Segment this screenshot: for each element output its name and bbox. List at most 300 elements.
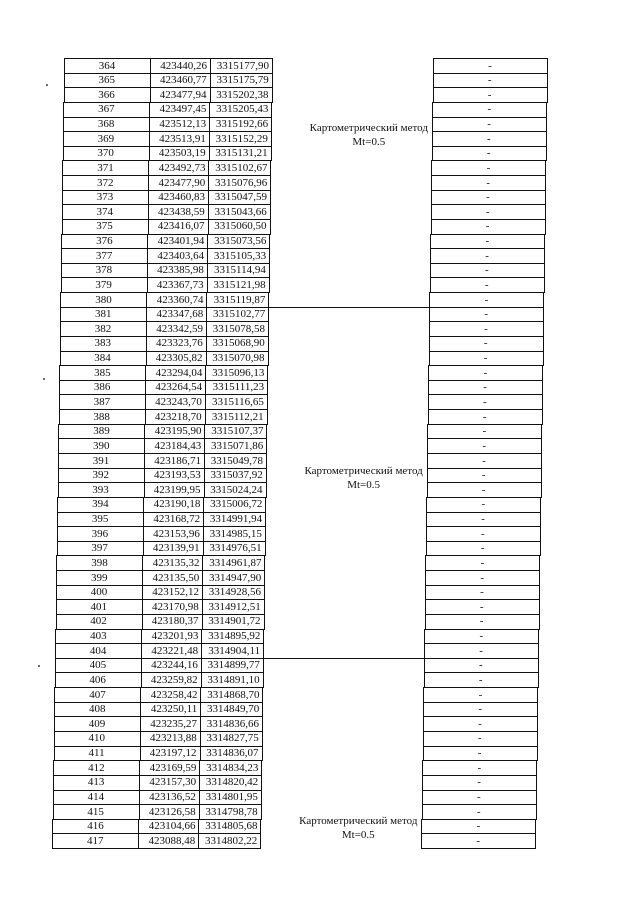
coord-x: 423403,64 [157, 249, 205, 262]
coord-x: 423305,82 [155, 352, 203, 365]
coord-x: 423190,18 [153, 498, 201, 511]
coord-y: 3315152,29 [215, 132, 268, 145]
coord-x: 423416,07 [157, 220, 205, 233]
point-number: 401 [90, 600, 108, 613]
col-line [541, 424, 542, 440]
coord-x: 423512,13 [159, 118, 207, 131]
coord-x: 423440,26 [160, 59, 207, 72]
coord-y: 3315047,59 [214, 191, 267, 204]
coord-y: 3314901,72 [208, 615, 261, 628]
coord-x: 423323,76 [156, 337, 203, 350]
col-line [538, 672, 539, 688]
coord-y: 3314836,66 [206, 717, 259, 730]
value-dash: - [488, 59, 492, 72]
value-dash: - [481, 498, 486, 511]
value-dash: - [483, 366, 488, 379]
col-line [272, 58, 273, 74]
group-separator [263, 658, 424, 659]
coord-x: 423221,48 [151, 644, 199, 657]
col-line [266, 438, 267, 454]
col-line [539, 570, 540, 586]
col-line [264, 570, 265, 586]
col-line [539, 614, 540, 630]
point-number: 400 [90, 586, 108, 599]
col-line [545, 175, 546, 191]
value-dash: - [485, 220, 490, 233]
point-number: 368 [97, 118, 115, 131]
coord-x: 423213,88 [150, 732, 197, 745]
coord-x: 423136,52 [149, 791, 196, 803]
coord-y: 3314891,10 [207, 673, 260, 686]
col-line [541, 453, 542, 469]
coord-y: 3314836,07 [206, 747, 259, 760]
col-line [262, 716, 263, 732]
point-number: 399 [90, 571, 108, 584]
coord-y: 3315114,94 [214, 264, 266, 277]
point-number: 407 [89, 688, 106, 701]
point-number: 371 [97, 161, 114, 174]
accuracy-label: Mt=0.5 [347, 479, 380, 491]
col-line [546, 131, 547, 147]
col-line [546, 102, 547, 118]
point-number: 389 [93, 425, 110, 438]
col-line [544, 234, 545, 250]
col-line [262, 746, 263, 762]
col-line [543, 336, 544, 352]
coord-y: 3315111,23 [212, 381, 265, 394]
col-line [538, 643, 539, 659]
value-dash: - [487, 132, 491, 145]
coord-y: 3315102,67 [215, 161, 268, 174]
coord-x: 423438,59 [158, 205, 205, 218]
col-line [538, 658, 539, 674]
value-dash: - [485, 205, 490, 218]
point-number: 364 [98, 59, 116, 72]
coord-y: 3315006,72 [210, 498, 263, 511]
col-line [266, 453, 267, 469]
coord-y: 3315107,37 [211, 425, 264, 438]
point-number: 398 [91, 556, 108, 569]
method-label: Картометрический метод [299, 815, 418, 827]
group-separator [268, 307, 429, 308]
point-number: 376 [96, 235, 113, 248]
col-line [545, 219, 546, 235]
point-number: 379 [95, 278, 112, 291]
col-line [544, 263, 545, 279]
coord-x: 423218,70 [154, 410, 202, 423]
scan-speck [46, 84, 48, 86]
point-number: 403 [90, 630, 107, 643]
point-number: 370 [97, 147, 114, 160]
value-dash: - [487, 118, 491, 131]
value-dash: - [480, 586, 484, 599]
col-line [260, 833, 261, 849]
col-line [266, 424, 267, 440]
coord-x: 423401,94 [157, 235, 205, 248]
coord-y: 3315078,58 [212, 322, 265, 335]
point-number: 366 [98, 88, 115, 101]
col-line [535, 833, 536, 849]
scan-speck [43, 378, 45, 380]
coord-x: 423135,32 [152, 556, 200, 569]
col-line [536, 760, 537, 776]
coord-y: 3314899,77 [207, 659, 260, 672]
col-line [540, 512, 541, 528]
col-line [269, 248, 270, 264]
col-line [538, 629, 539, 645]
col-line [540, 497, 541, 513]
coord-x: 423259,82 [150, 673, 198, 686]
value-dash: - [478, 688, 483, 701]
col-line [261, 790, 262, 806]
col-line [261, 775, 262, 791]
value-dash: - [481, 527, 485, 540]
value-dash: - [486, 191, 490, 204]
col-line [261, 760, 262, 776]
coord-y: 3315024,24 [210, 483, 263, 496]
value-dash: - [480, 571, 485, 584]
point-number: 408 [88, 703, 106, 716]
value-dash: - [483, 381, 487, 394]
coord-y: 3315071,86 [210, 439, 264, 452]
col-line [267, 365, 268, 381]
point-number: 405 [89, 659, 107, 672]
coord-y: 3315096,13 [212, 366, 265, 379]
value-dash: - [487, 103, 492, 116]
col-line [547, 58, 548, 74]
coord-y: 3314985,15 [209, 527, 262, 540]
point-number: 382 [94, 322, 112, 335]
coord-x: 423104,66 [148, 820, 196, 833]
value-dash: - [478, 717, 482, 730]
coord-x: 423347,68 [156, 308, 204, 321]
col-line [539, 599, 540, 615]
coord-y: 3314991,94 [209, 513, 263, 526]
coord-y: 3314827,75 [206, 732, 259, 745]
point-number: 396 [91, 527, 109, 540]
col-line [269, 234, 270, 250]
col-line [271, 102, 272, 118]
value-dash: - [486, 147, 491, 160]
col-line [540, 526, 541, 542]
coord-y: 3314820,42 [205, 776, 259, 789]
coord-y: 3315049,78 [210, 454, 263, 467]
point-number: 393 [92, 483, 109, 496]
value-dash: - [483, 395, 487, 408]
coord-x: 423477,90 [158, 176, 206, 189]
value-dash: - [486, 176, 491, 189]
coord-y: 3314976,51 [209, 542, 262, 555]
col-line [547, 73, 548, 89]
coord-y: 3314802,22 [204, 834, 258, 847]
coord-y: 3315102,77 [212, 308, 266, 321]
point-number: 377 [95, 249, 113, 262]
point-number: 417 [86, 834, 104, 847]
point-number: 410 [88, 732, 106, 745]
value-dash: - [479, 615, 484, 628]
col-line [265, 541, 266, 557]
point-number: 392 [92, 469, 110, 482]
coord-x: 423360,74 [156, 293, 204, 306]
col-line [270, 219, 271, 235]
value-dash: - [484, 308, 489, 321]
coord-y: 3315105,33 [213, 249, 267, 262]
coord-x: 423193,53 [154, 469, 201, 482]
method-label: Картометрический метод [304, 465, 423, 477]
point-number: 374 [96, 205, 114, 218]
coord-x: 423497,45 [159, 103, 207, 116]
coord-y: 3314895,92 [208, 630, 261, 643]
coord-x: 423258,42 [150, 688, 198, 701]
coord-x: 423460,83 [158, 191, 205, 204]
value-dash: - [480, 542, 485, 555]
value-dash: - [478, 673, 483, 686]
coord-y: 3314928,56 [208, 586, 261, 599]
col-line [270, 175, 271, 191]
col-line [265, 512, 266, 528]
coord-y: 3314805,68 [205, 820, 258, 833]
col-line [262, 702, 263, 718]
col-line [268, 307, 269, 323]
col-line [537, 687, 538, 703]
coord-y: 3314904,11 [208, 644, 261, 657]
coord-x: 423294,04 [155, 366, 203, 379]
col-line [543, 307, 544, 323]
coord-y: 3315043,66 [214, 205, 267, 218]
value-dash: - [484, 293, 489, 306]
point-number: 388 [93, 410, 110, 423]
value-dash: - [484, 322, 488, 335]
col-line [546, 146, 547, 162]
col-line [545, 160, 546, 176]
point-number: 415 [87, 805, 104, 818]
col-line [260, 819, 261, 835]
col-line [541, 482, 542, 498]
coord-x: 423157,30 [149, 776, 197, 789]
value-dash: - [479, 659, 483, 672]
value-dash: - [477, 747, 482, 760]
point-number: 395 [91, 513, 109, 526]
coord-x: 423244,16 [151, 659, 198, 672]
col-line [270, 190, 271, 206]
col-line [542, 365, 543, 381]
col-line [266, 482, 267, 498]
col-line [544, 248, 545, 264]
value-dash: - [481, 483, 486, 496]
coord-y: 3314849,70 [206, 703, 260, 716]
col-line [264, 585, 265, 601]
col-line [547, 87, 548, 103]
coord-x: 423385,98 [157, 264, 204, 277]
coord-y: 3315121,98 [213, 278, 266, 291]
point-number: 386 [93, 381, 111, 394]
point-number: 373 [96, 191, 114, 204]
coord-x: 423180,37 [151, 615, 199, 628]
value-dash: - [477, 761, 482, 774]
coord-x: 423170,98 [152, 600, 199, 613]
col-line [264, 555, 265, 571]
value-dash: - [477, 776, 481, 789]
col-line [263, 658, 264, 674]
scan-speck [38, 665, 40, 667]
value-dash: - [479, 630, 484, 643]
col-line [543, 351, 544, 367]
coord-y: 3315177,90 [216, 59, 269, 72]
value-dash: - [481, 513, 485, 526]
col-line [536, 804, 537, 820]
col-line [264, 614, 265, 630]
coord-x: 423264,54 [155, 381, 203, 394]
value-dash: - [476, 805, 481, 818]
col-line [263, 629, 264, 645]
col-line [263, 672, 264, 688]
coord-x: 423367,73 [156, 278, 204, 291]
col-line [265, 497, 266, 513]
point-number: 378 [95, 264, 113, 277]
coord-x: 423153,96 [153, 527, 200, 540]
value-dash: - [485, 235, 490, 248]
point-number: 413 [87, 776, 105, 789]
col-line [542, 394, 543, 410]
col-line [267, 394, 268, 410]
col-line [266, 468, 267, 484]
point-number: 397 [91, 542, 108, 555]
point-number: 412 [88, 761, 105, 774]
value-dash: - [482, 439, 487, 452]
point-number: 411 [88, 747, 105, 760]
coord-x: 423243,70 [155, 395, 202, 408]
col-line [537, 702, 538, 718]
col-line [267, 380, 268, 396]
col-line [268, 292, 269, 308]
coord-x: 423201,93 [151, 630, 199, 643]
coord-y: 3315116,65 [212, 395, 264, 408]
coord-x: 423492,73 [158, 161, 206, 174]
point-number: 369 [97, 132, 115, 145]
value-dash: - [479, 600, 484, 613]
col-line [268, 321, 269, 337]
method-label: Картометрический метод [309, 122, 428, 134]
value-dash: - [485, 264, 489, 277]
coord-x: 423460,77 [160, 74, 207, 87]
value-dash: - [482, 425, 487, 438]
col-line [536, 790, 537, 806]
col-line [269, 263, 270, 279]
coord-y: 3315070,98 [212, 352, 265, 365]
point-number: 365 [98, 74, 116, 87]
point-number: 384 [94, 352, 111, 365]
col-line [537, 716, 538, 732]
coord-x: 423152,12 [152, 586, 199, 599]
col-line [543, 292, 544, 308]
point-number: 414 [87, 791, 105, 803]
coord-y: 3315119,87 [213, 293, 266, 306]
coord-x: 423513,91 [159, 132, 206, 145]
col-line [545, 204, 546, 220]
value-dash: - [483, 352, 488, 365]
coord-y: 3315202,38 [216, 88, 269, 101]
coord-x: 423199,95 [153, 483, 201, 496]
value-dash: - [476, 820, 481, 833]
point-number: 380 [95, 293, 112, 306]
coord-x: 423184,43 [154, 439, 202, 452]
coord-x: 423503,19 [158, 147, 206, 160]
coord-y: 3315205,43 [216, 103, 269, 116]
col-line [271, 117, 272, 133]
coord-y: 3314868,70 [207, 688, 260, 701]
coord-y: 3314912,51 [208, 600, 261, 613]
col-line [539, 585, 540, 601]
col-line [546, 117, 547, 133]
point-number: 381 [94, 308, 112, 321]
coord-x: 423342,59 [156, 322, 203, 335]
col-line [271, 146, 272, 162]
point-number: 387 [93, 395, 111, 408]
coord-y: 3315060,50 [214, 220, 267, 233]
value-dash: - [479, 644, 483, 657]
col-line [264, 599, 265, 615]
point-number: 383 [94, 337, 112, 350]
col-line [537, 746, 538, 762]
point-number: 390 [92, 439, 110, 452]
point-number: 385 [94, 366, 111, 379]
col-line [263, 643, 264, 659]
value-dash: - [482, 410, 487, 423]
value-dash: - [477, 791, 481, 803]
coord-x: 423168,72 [153, 513, 201, 526]
col-line [542, 409, 543, 425]
coord-x: 423235,27 [150, 717, 197, 730]
col-line [545, 190, 546, 206]
col-line [265, 526, 266, 542]
point-number: 409 [88, 717, 106, 730]
col-line [537, 731, 538, 747]
col-line [261, 804, 262, 820]
coord-x: 423195,90 [154, 425, 202, 438]
point-number: 372 [96, 176, 114, 189]
col-line [536, 775, 537, 791]
coord-x: 423088,48 [148, 834, 196, 847]
col-line [544, 277, 545, 293]
value-dash: - [480, 556, 485, 569]
col-line [270, 160, 271, 176]
coord-x: 423139,91 [152, 542, 200, 555]
coord-x: 423477,94 [159, 88, 207, 101]
col-line [269, 277, 270, 293]
value-dash: - [477, 732, 482, 745]
point-number: 367 [98, 103, 115, 116]
col-line [542, 380, 543, 396]
point-number: 391 [92, 454, 110, 467]
coord-y: 3315112,21 [211, 410, 264, 423]
point-number: 404 [89, 644, 107, 657]
coord-x: 423169,59 [149, 761, 197, 774]
col-line [270, 204, 271, 220]
col-line [268, 336, 269, 352]
col-line [539, 555, 540, 571]
col-line [535, 819, 536, 835]
value-dash: - [487, 74, 492, 87]
coord-y: 3314801,95 [205, 791, 258, 803]
col-line [272, 87, 273, 103]
col-line [272, 73, 273, 89]
coord-y: 3315068,90 [212, 337, 265, 350]
accuracy-label: Mt=0.5 [352, 136, 386, 148]
coord-y: 3315175,79 [216, 74, 269, 87]
point-number: 394 [92, 498, 109, 511]
value-dash: - [476, 834, 481, 847]
coord-y: 3315131,21 [215, 147, 268, 160]
